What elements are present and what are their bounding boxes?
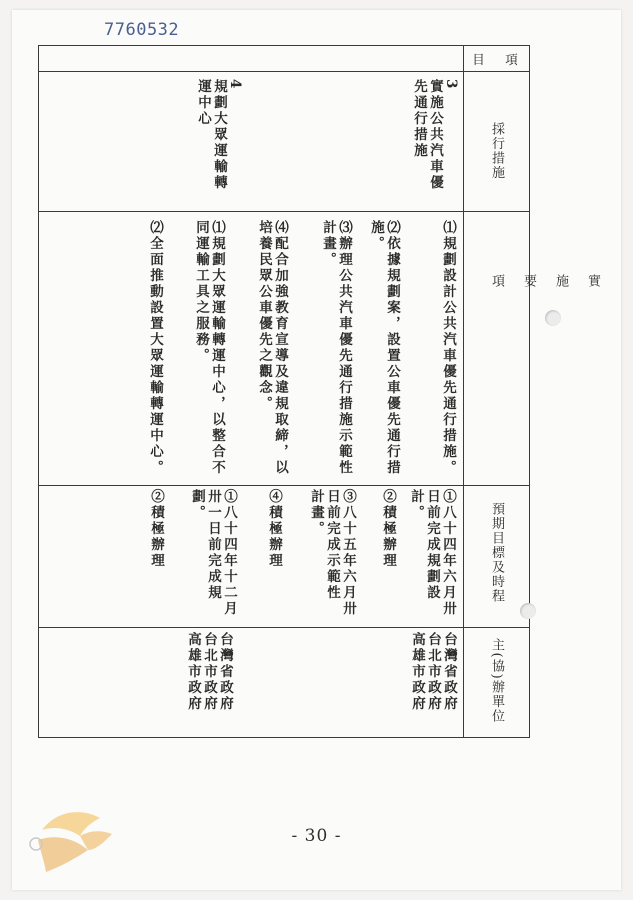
plan-table [38,45,600,738]
target-1: ①八十四年六月卅 日前完成規劃設 計。 [408,489,456,617]
target-3: ③八十五年六月卅 日前完成示範性 計畫。 [308,489,356,617]
target-4: ④積極辦理 [266,489,282,569]
target-2: ②積極辦理 [380,489,396,569]
table-rule [39,485,529,486]
archive-logo-icon [22,800,118,880]
item-2: ⑵依據規劃案，設置公車優先通行措 施。 [368,220,400,476]
units-2: 台灣省政府 台北市政府 高雄市政府 [185,632,233,712]
row-label-items: 實 施 要 項 [489,274,600,287]
target-6: ②積極辦理 [148,489,164,569]
target-5: ①八十四年十二月 卅一日前完成規 劃。 [189,489,237,617]
table-rule [39,211,529,212]
table-rule [39,627,529,628]
document-number: 7760532 [104,20,180,40]
measure-3: 3 實施公共汽車優 先通行措施 [411,79,459,191]
row-label-units: 主(協)辦單位 [489,638,504,724]
table-rule [39,71,529,72]
table-rule [463,46,464,737]
item-6: ⑵全面推動設置大眾運輸轉運中心。 [147,220,163,476]
row-label-measures: 採行措施 [489,122,504,180]
page-number: - 30 - [291,826,342,846]
item-5: ⑴規劃大眾運輸轉運中心，以整合不 同運輸工具之服務。 [193,220,225,476]
units-1: 台灣省政府 台北市政府 高雄市政府 [409,632,457,712]
measure-4: 4 規劃大眾運輸轉 運中心 [195,79,243,191]
item-4: ⑷配合加強教育宣導及違規取締，以 培養民眾公車優先之觀念。 [256,220,288,476]
item-1: ⑴規劃設計公共汽車優先通行措施。 [440,220,456,476]
row-label-targets: 預期目標及時程 [489,502,504,604]
table-header: 目 項 [472,51,522,67]
binding-hole [545,310,561,326]
binding-hole [520,603,536,619]
item-3: ⑶辦理公共汽車優先通行措施示範性 計畫。 [320,220,352,476]
